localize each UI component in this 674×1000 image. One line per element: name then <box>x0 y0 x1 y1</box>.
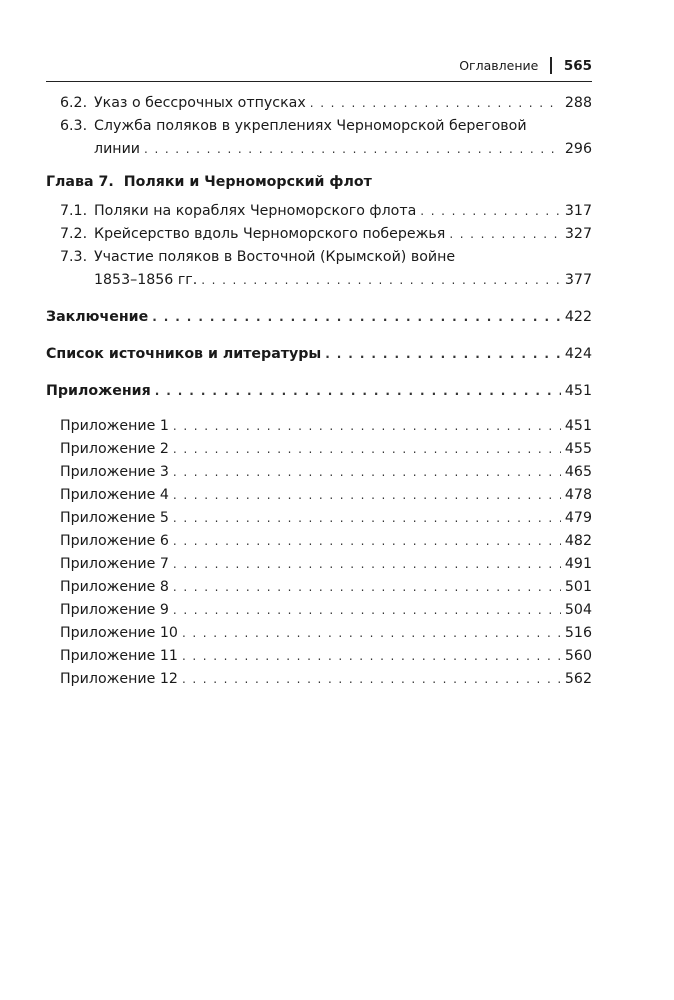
toc-entry-title: Приложение 12 <box>60 671 178 687</box>
toc-entry-title: Заключение <box>46 309 149 325</box>
dot-leader <box>310 92 561 115</box>
dot-leader <box>155 380 561 403</box>
toc-entry-appendix <box>46 599 592 622</box>
toc-entry-title: Приложение 5 <box>60 510 169 526</box>
toc-entry-appendix <box>46 484 592 507</box>
chapter-number: Глава 7. <box>46 174 114 190</box>
toc-entry-appendix <box>46 553 592 576</box>
toc-entry-appendix <box>46 668 592 691</box>
toc-entry-title: Участие поляков в Восточной (Крымской) войне <box>94 249 456 265</box>
toc-entry-title: Приложение 7 <box>60 556 169 572</box>
toc-entry-number: 7.1. <box>60 203 88 219</box>
toc-entry-appendix <box>46 645 592 668</box>
dot-leader <box>152 306 561 329</box>
toc-entry-title: Приложение 4 <box>60 487 169 503</box>
dot-leader <box>420 200 561 223</box>
toc-entry-appendix <box>46 507 592 530</box>
toc-entry-appendix <box>46 622 592 645</box>
dot-leader <box>182 622 561 645</box>
toc-entry-title: Служба поляков в укреплениях Черноморской береговой <box>94 118 527 134</box>
toc-entry-title: Список источников и литературы <box>46 346 322 362</box>
toc-entry-page: 479 <box>564 510 592 526</box>
toc-entry-appendix <box>46 530 592 553</box>
page-number: 565 <box>563 57 592 74</box>
dot-leader <box>201 269 561 292</box>
toc-entry-title: Приложение 3 <box>60 464 169 480</box>
toc-entry-title: Крейсерство вдоль Черноморского побережья <box>94 226 446 242</box>
dot-leader <box>173 484 561 507</box>
toc-entry-page: 327 <box>564 226 592 242</box>
toc-entry-title: Приложение 10 <box>60 625 178 641</box>
toc-entry-number: 6.2. <box>60 95 88 111</box>
header-rule <box>46 81 592 82</box>
toc-entry-number: 6.3. <box>60 118 88 134</box>
toc-entry-page: 478 <box>564 487 592 503</box>
dot-leader <box>325 343 561 366</box>
toc-entry-page: 562 <box>564 671 592 687</box>
toc-entry-page: 317 <box>564 203 592 219</box>
toc-entry-title: Поляки на кораблях Черноморского флота <box>94 203 417 219</box>
toc-entry-title: Приложение 9 <box>60 602 169 618</box>
toc-entry-page: 501 <box>564 579 592 595</box>
toc-entry-conclusion <box>46 306 592 329</box>
toc-entry-page: 482 <box>564 533 592 549</box>
running-header-section: Оглавление <box>459 58 539 73</box>
dot-leader <box>144 138 561 161</box>
dot-leader <box>173 438 561 461</box>
toc-entry-number: 7.2. <box>60 226 88 242</box>
toc-entry-page: 451 <box>564 418 592 434</box>
dot-leader <box>173 461 561 484</box>
toc-entry-7-3-line1 <box>46 246 592 269</box>
table-of-contents <box>46 92 592 691</box>
toc-entry-6-2 <box>46 92 592 115</box>
toc-entry-6-3-line2 <box>46 138 592 161</box>
toc-entry-page: 296 <box>564 141 592 157</box>
chapter-title: Поляки и Черноморский флот <box>123 174 372 190</box>
toc-entry-title: Приложение 2 <box>60 441 169 457</box>
toc-entry-title: Приложение 11 <box>60 648 178 664</box>
toc-entry-page: 451 <box>564 383 592 399</box>
toc-entry-page: 424 <box>564 346 592 362</box>
toc-entry-appendix <box>46 415 592 438</box>
dot-leader <box>182 668 561 691</box>
toc-entry-title: Приложение 6 <box>60 533 169 549</box>
toc-entry-page: 455 <box>564 441 592 457</box>
toc-entry-page: 504 <box>564 602 592 618</box>
toc-entry-page: 422 <box>564 309 592 325</box>
toc-entry-7-2 <box>46 223 592 246</box>
toc-entry-title-cont: 1853–1856 гг. <box>94 272 198 288</box>
toc-entry-title: Указ о бессрочных отпусках <box>94 95 306 111</box>
running-header <box>459 57 592 74</box>
dot-leader <box>173 507 561 530</box>
toc-entry-title: Приложение 1 <box>60 418 169 434</box>
toc-entry-title: Приложения <box>46 383 151 399</box>
toc-entry-title: Приложение 8 <box>60 579 169 595</box>
toc-entry-page: 491 <box>564 556 592 572</box>
toc-entry-page: 465 <box>564 464 592 480</box>
toc-entry-7-3-line2 <box>46 269 592 292</box>
toc-entry-number: 7.3. <box>60 249 88 265</box>
toc-entry-6-3-line1 <box>46 115 592 138</box>
toc-entry-sources <box>46 343 592 366</box>
toc-entry-page: 516 <box>564 625 592 641</box>
toc-entry-title-cont: линии <box>94 141 141 157</box>
dot-leader <box>173 553 561 576</box>
toc-entry-page: 288 <box>564 95 592 111</box>
dot-leader <box>182 645 561 668</box>
dot-leader <box>173 599 561 622</box>
dot-leader <box>173 415 561 438</box>
toc-entry-page: 560 <box>564 648 592 664</box>
toc-entry-page: 377 <box>564 272 592 288</box>
toc-entry-appendix <box>46 438 592 461</box>
dot-leader <box>173 576 561 599</box>
toc-entry-appendix <box>46 461 592 484</box>
toc-entry-appendix <box>46 576 592 599</box>
header-separator <box>550 57 552 74</box>
chapter-heading <box>46 171 592 194</box>
dot-leader <box>449 223 561 246</box>
dot-leader <box>173 530 561 553</box>
toc-entry-7-1 <box>46 200 592 223</box>
appendix-list <box>46 415 592 691</box>
toc-entry-appendices <box>46 380 592 403</box>
